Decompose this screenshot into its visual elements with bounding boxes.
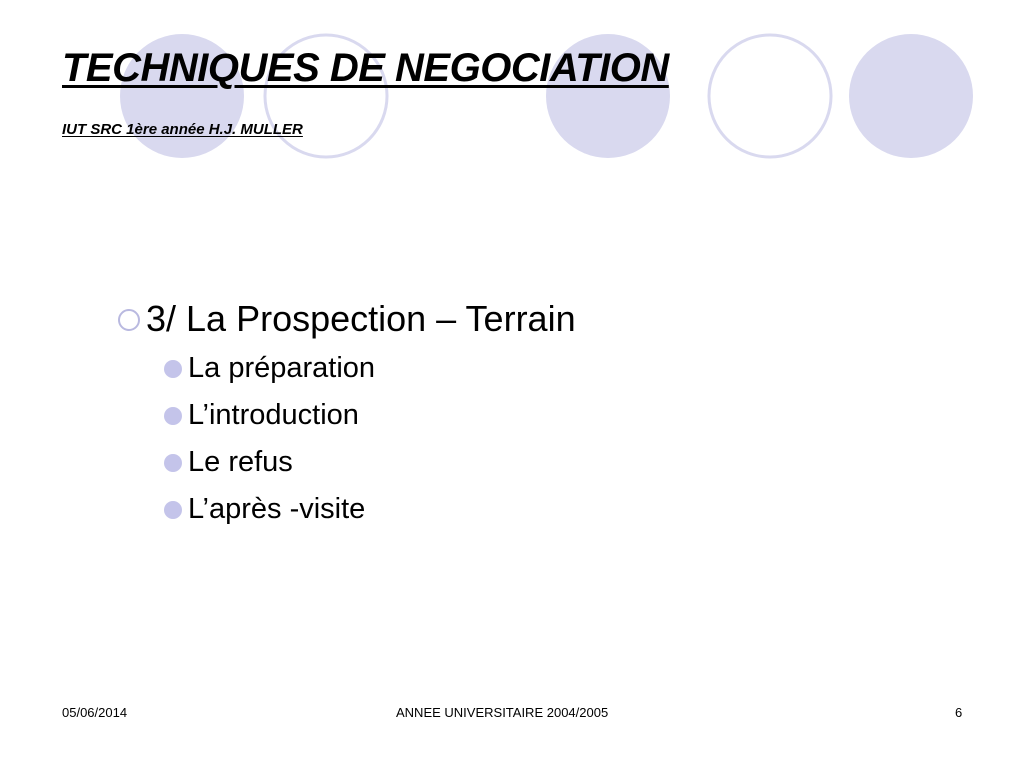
footer-date: 05/06/2014 [62, 705, 128, 720]
filled-circle-bullet-icon [164, 454, 182, 472]
sub-bullet-text: La préparation [188, 352, 376, 384]
main-bullet-item [118, 298, 576, 340]
hollow-circle-bullet-icon [118, 309, 140, 331]
filled-circle-bullet-icon [164, 407, 182, 425]
sub-bullet-text: Le refus [188, 446, 293, 478]
decorative-circle-filled [849, 34, 973, 158]
footer-center-text: ANNEE UNIVERSITAIRE 2004/2005 [396, 705, 609, 720]
slide-subtitle: IUT SRC 1ère année H.J. MULLER [62, 121, 303, 138]
sub-bullet-text: L’introduction [188, 399, 359, 431]
slide-title: TECHNIQUES DE NEGOCIATION [62, 46, 669, 90]
sub-bullet-item [164, 399, 359, 432]
sub-bullet-text: L’après -visite [188, 493, 366, 525]
filled-circle-bullet-icon [164, 360, 182, 378]
page-number: 6 [955, 705, 963, 720]
sub-bullet-item [164, 446, 293, 479]
main-bullet-text: 3/ La Prospection – Terrain [146, 298, 576, 339]
decorative-circles [0, 0, 1024, 200]
decorative-circle-outline [709, 35, 831, 157]
sub-bullet-item [164, 493, 365, 526]
sub-bullet-item [164, 352, 375, 385]
filled-circle-bullet-icon [164, 501, 182, 519]
